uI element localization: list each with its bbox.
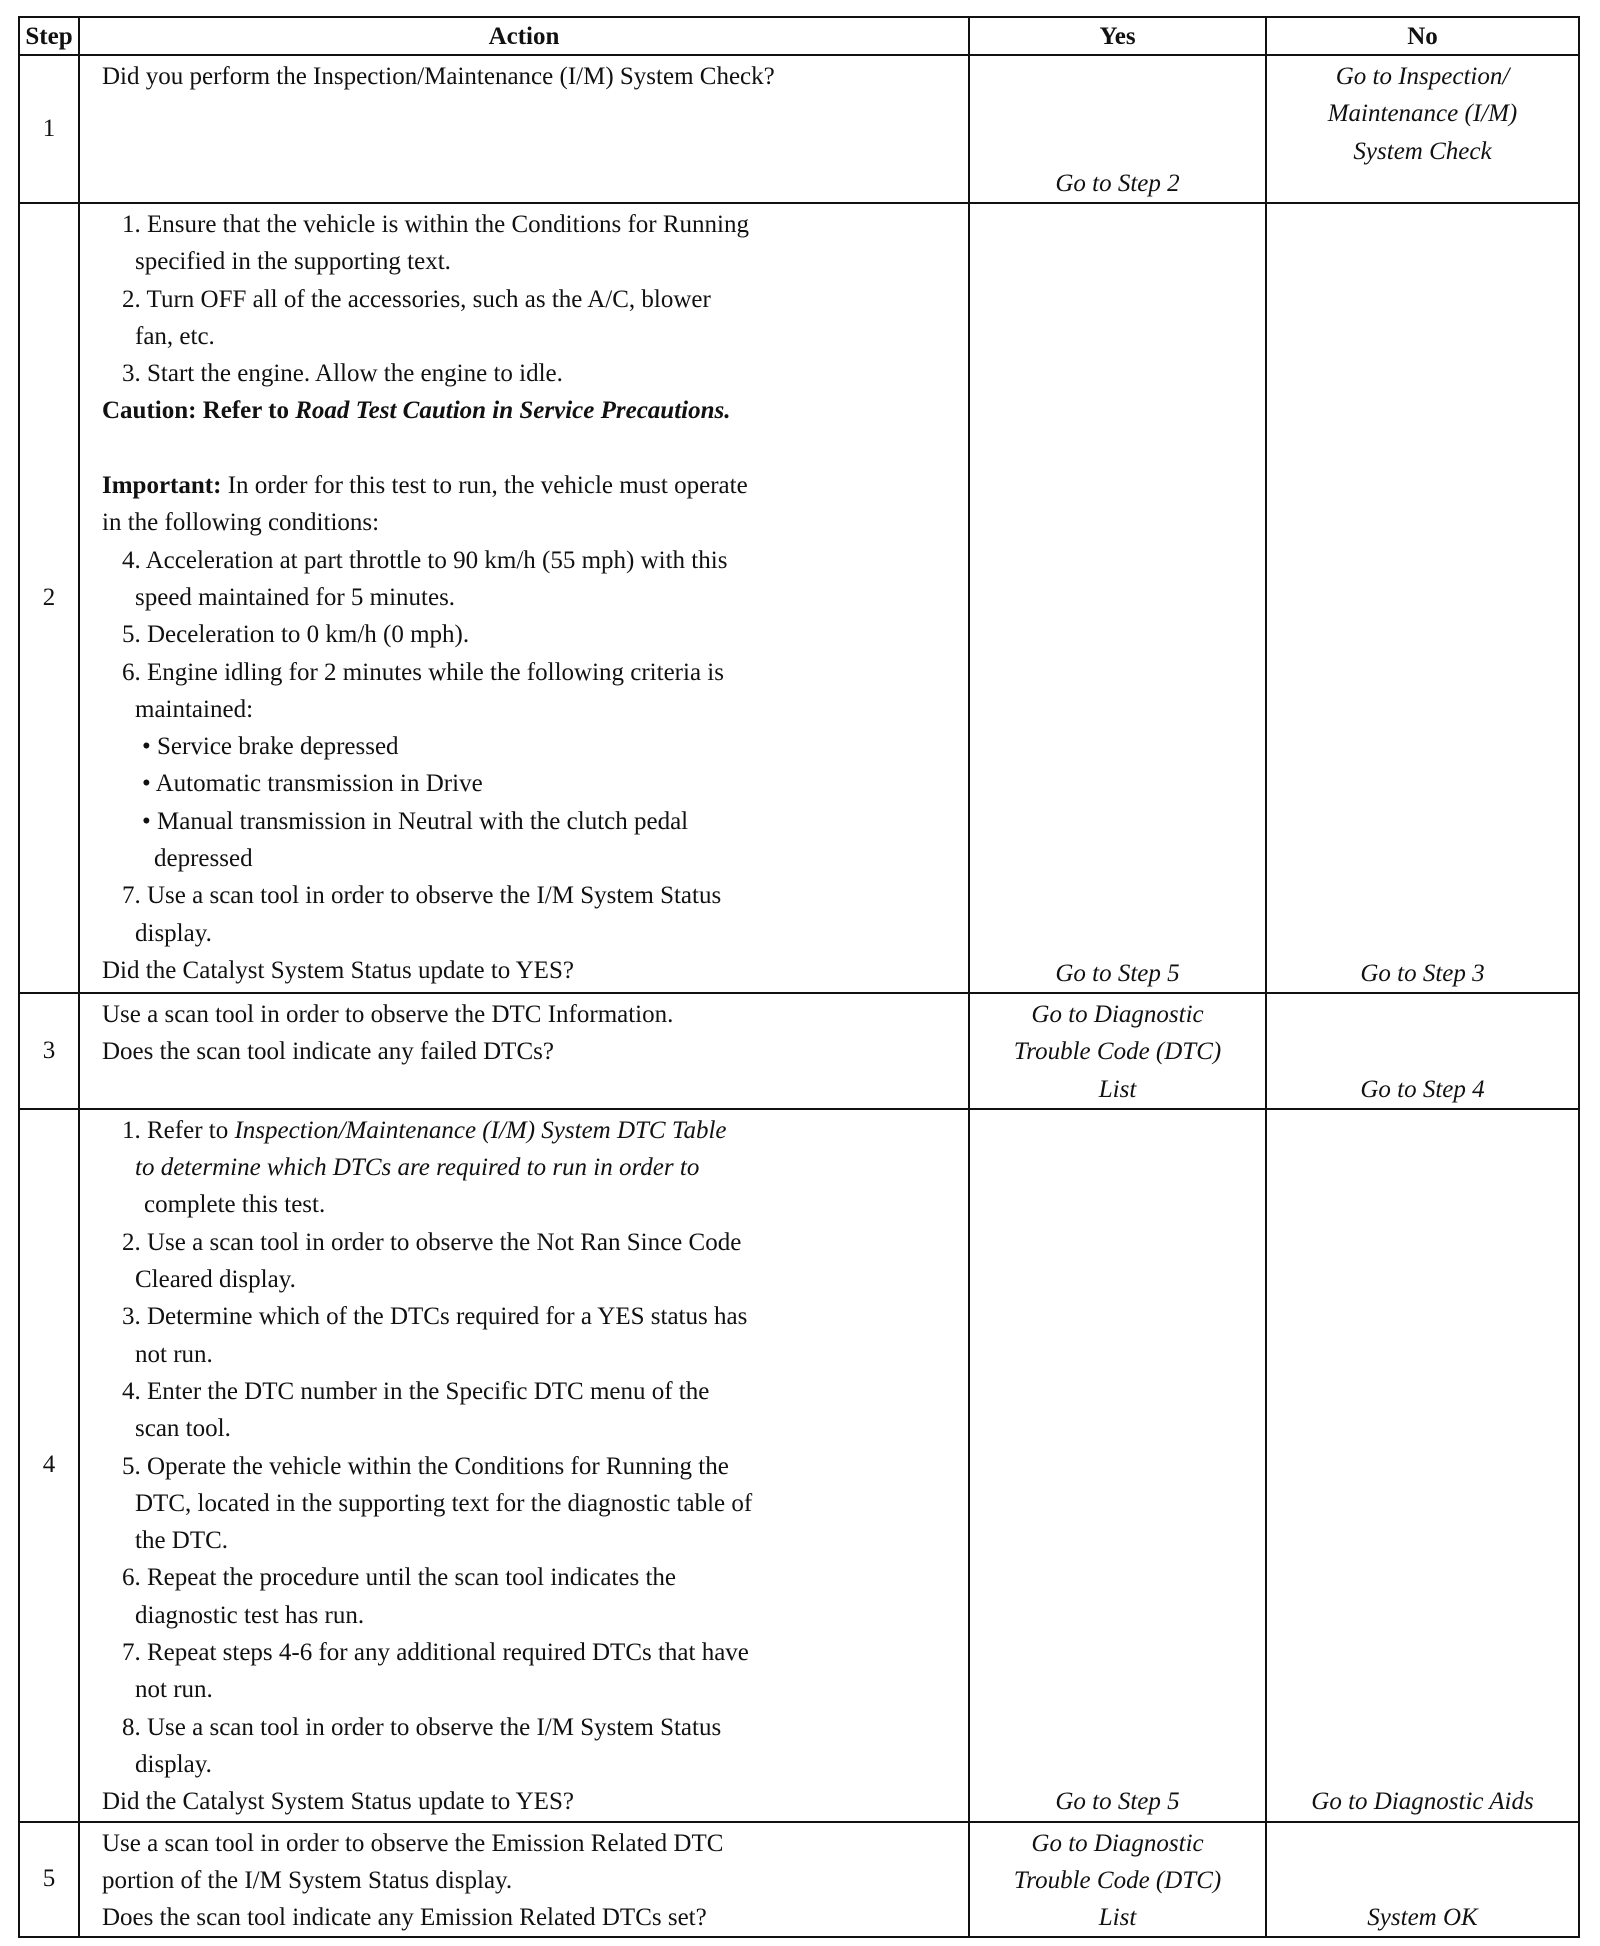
table-reference[interactable]: Inspection/Maintenance (I/M) System DTC Table bbox=[234, 1116, 727, 1144]
no-cell bbox=[1266, 203, 1579, 993]
header-step: Step bbox=[19, 17, 79, 55]
question-line: Does the scan tool indicate any Emission Related DTCs set? bbox=[102, 1904, 707, 1932]
yes-link-line[interactable]: Trouble Code (DTC) bbox=[1013, 1038, 1222, 1066]
action-line: 5. Deceleration to 0 km/h (0 mph). bbox=[122, 621, 470, 649]
action-line: 6. Repeat the procedure until the scan tool indicates the bbox=[122, 1564, 676, 1592]
no-link-line[interactable]: Maintenance (I/M) bbox=[1327, 100, 1518, 128]
no-link[interactable]: Go to Step 3 bbox=[1360, 959, 1485, 987]
no-cell bbox=[1266, 993, 1579, 1109]
action-line: specified in the supporting text. bbox=[135, 248, 451, 276]
no-cell bbox=[1266, 1822, 1579, 1938]
header-yes: Yes bbox=[969, 17, 1266, 55]
header-no: No bbox=[1266, 17, 1579, 55]
question-line: Does the scan tool indicate any failed DTCs? bbox=[102, 1038, 554, 1066]
yes-link-line[interactable]: Trouble Code (DTC) bbox=[1013, 1866, 1222, 1894]
action-line: 2. Turn OFF all of the accessories, such as the A/C, blower bbox=[122, 285, 711, 313]
bullet-line: • Manual transmission in Neutral with the clutch pedal bbox=[142, 807, 689, 835]
action-line: portion of the I/M System Status display. bbox=[102, 1866, 513, 1894]
action-line: 3. Determine which of the DTCs required for a YES status has bbox=[122, 1303, 748, 1331]
action-line: to determine which DTCs are required to run in order to bbox=[135, 1154, 700, 1182]
no-link[interactable]: Go to Step 4 bbox=[1360, 1075, 1485, 1103]
action-line: Use a scan tool in order to observe the Emission Related DTC bbox=[102, 1829, 724, 1857]
action-line: DTC, located in the supporting text for the diagnostic table of bbox=[135, 1489, 753, 1517]
header-action: Action bbox=[79, 17, 969, 55]
action-line: speed maintained for 5 minutes. bbox=[135, 583, 456, 611]
table-row bbox=[19, 993, 1579, 1109]
yes-cell bbox=[969, 1822, 1266, 1938]
action-line: Use a scan tool in order to observe the DTC Information. bbox=[102, 1001, 674, 1028]
important-text: In order for this test to run, the vehicle must operate bbox=[221, 472, 748, 500]
no-link[interactable]: Go to Diagnostic Aids bbox=[1311, 1788, 1534, 1816]
action-cell bbox=[79, 55, 969, 203]
action-text: 1. Refer to bbox=[122, 1116, 235, 1144]
step-number: 5 bbox=[19, 1822, 79, 1938]
no-cell bbox=[1266, 1109, 1579, 1822]
action-line: 5. Operate the vehicle within the Conditions for Running the bbox=[122, 1452, 729, 1480]
action-cell bbox=[79, 993, 969, 1109]
bullet-line: • Service brake depressed bbox=[142, 733, 399, 761]
no-cell bbox=[1266, 55, 1579, 203]
yes-link[interactable]: Go to Step 5 bbox=[1055, 1788, 1180, 1816]
action-line: not run. bbox=[135, 1676, 213, 1704]
action-line: scan tool. bbox=[135, 1415, 231, 1443]
action-cell bbox=[79, 1822, 969, 1938]
yes-cell bbox=[969, 203, 1266, 993]
action-line: display. bbox=[135, 1750, 212, 1778]
yes-cell bbox=[969, 55, 1266, 203]
yes-link[interactable]: Go to Step 5 bbox=[1055, 959, 1180, 987]
no-link-line[interactable]: System Check bbox=[1353, 137, 1492, 165]
no-link-line[interactable]: Go to Inspection/ bbox=[1335, 63, 1510, 90]
action-line: not run. bbox=[135, 1340, 213, 1368]
step-number: 4 bbox=[19, 1109, 79, 1822]
action-line: 7. Repeat steps 4-6 for any additional required DTCs that have bbox=[122, 1639, 749, 1667]
action-line: display. bbox=[135, 919, 212, 947]
action-line: Did you perform the Inspection/Maintenance (I/M) System Check? bbox=[102, 63, 775, 90]
table-row bbox=[19, 1109, 1579, 1822]
yes-link-line[interactable]: List bbox=[1098, 1904, 1137, 1932]
action-line: the DTC. bbox=[135, 1527, 229, 1555]
caution-reference[interactable]: Road Test Caution in Service Precautions. bbox=[295, 397, 731, 425]
table-row bbox=[19, 203, 1579, 993]
action-line bbox=[102, 1112, 958, 1149]
step-number: 2 bbox=[19, 203, 79, 993]
action-line: 7. Use a scan tool in order to observe the I/M System Status bbox=[122, 882, 722, 910]
action-cell bbox=[79, 1109, 969, 1822]
question-line: Did the Catalyst System Status update to YES? bbox=[102, 956, 574, 984]
yes-link-line[interactable]: Go to Diagnostic bbox=[1031, 1829, 1204, 1857]
caution-label: Caution: Refer to bbox=[102, 397, 296, 425]
bullet-line: • Automatic transmission in Drive bbox=[142, 770, 483, 798]
action-cell bbox=[79, 203, 969, 993]
action-line: maintained: bbox=[135, 695, 254, 723]
action-line: complete this test. bbox=[144, 1191, 326, 1219]
bullet-line: depressed bbox=[154, 845, 253, 873]
action-line: 8. Use a scan tool in order to observe the I/M System Status bbox=[122, 1713, 722, 1741]
action-line: Cleared display. bbox=[135, 1266, 296, 1294]
yes-link[interactable]: Go to Step 2 bbox=[1055, 169, 1180, 197]
yes-link-line[interactable]: Go to Diagnostic bbox=[1031, 1001, 1204, 1028]
action-line: 2. Use a scan tool in order to observe the Not Ran Since Code bbox=[122, 1228, 742, 1256]
yes-link-line[interactable]: List bbox=[1098, 1075, 1137, 1103]
table-row bbox=[19, 55, 1579, 203]
action-line: in the following conditions: bbox=[102, 509, 380, 537]
action-line: diagnostic test has run. bbox=[135, 1601, 365, 1629]
important-line bbox=[102, 467, 958, 504]
action-line: 6. Engine idling for 2 minutes while the following criteria is bbox=[122, 658, 724, 686]
table-row bbox=[19, 1822, 1579, 1938]
question-line: Did the Catalyst System Status update to YES? bbox=[102, 1788, 574, 1816]
action-line: 4. Enter the DTC number in the Specific DTC menu of the bbox=[122, 1377, 710, 1405]
action-line: 3. Start the engine. Allow the engine to idle. bbox=[122, 360, 563, 388]
important-label: Important: bbox=[102, 472, 222, 500]
action-line: 1. Ensure that the vehicle is within the Conditions for Running bbox=[122, 211, 750, 238]
spacer bbox=[102, 430, 958, 467]
caution-line bbox=[102, 392, 958, 429]
no-link[interactable]: System OK bbox=[1367, 1904, 1478, 1932]
diagnostic-table bbox=[18, 16, 1580, 1938]
step-number: 3 bbox=[19, 993, 79, 1109]
yes-cell bbox=[969, 993, 1266, 1109]
action-line: 4. Acceleration at part throttle to 90 km/h (55 mph) with this bbox=[122, 546, 728, 574]
header-row bbox=[19, 17, 1579, 55]
yes-cell bbox=[969, 1109, 1266, 1822]
action-line: fan, etc. bbox=[135, 322, 215, 350]
step-number: 1 bbox=[19, 55, 79, 203]
